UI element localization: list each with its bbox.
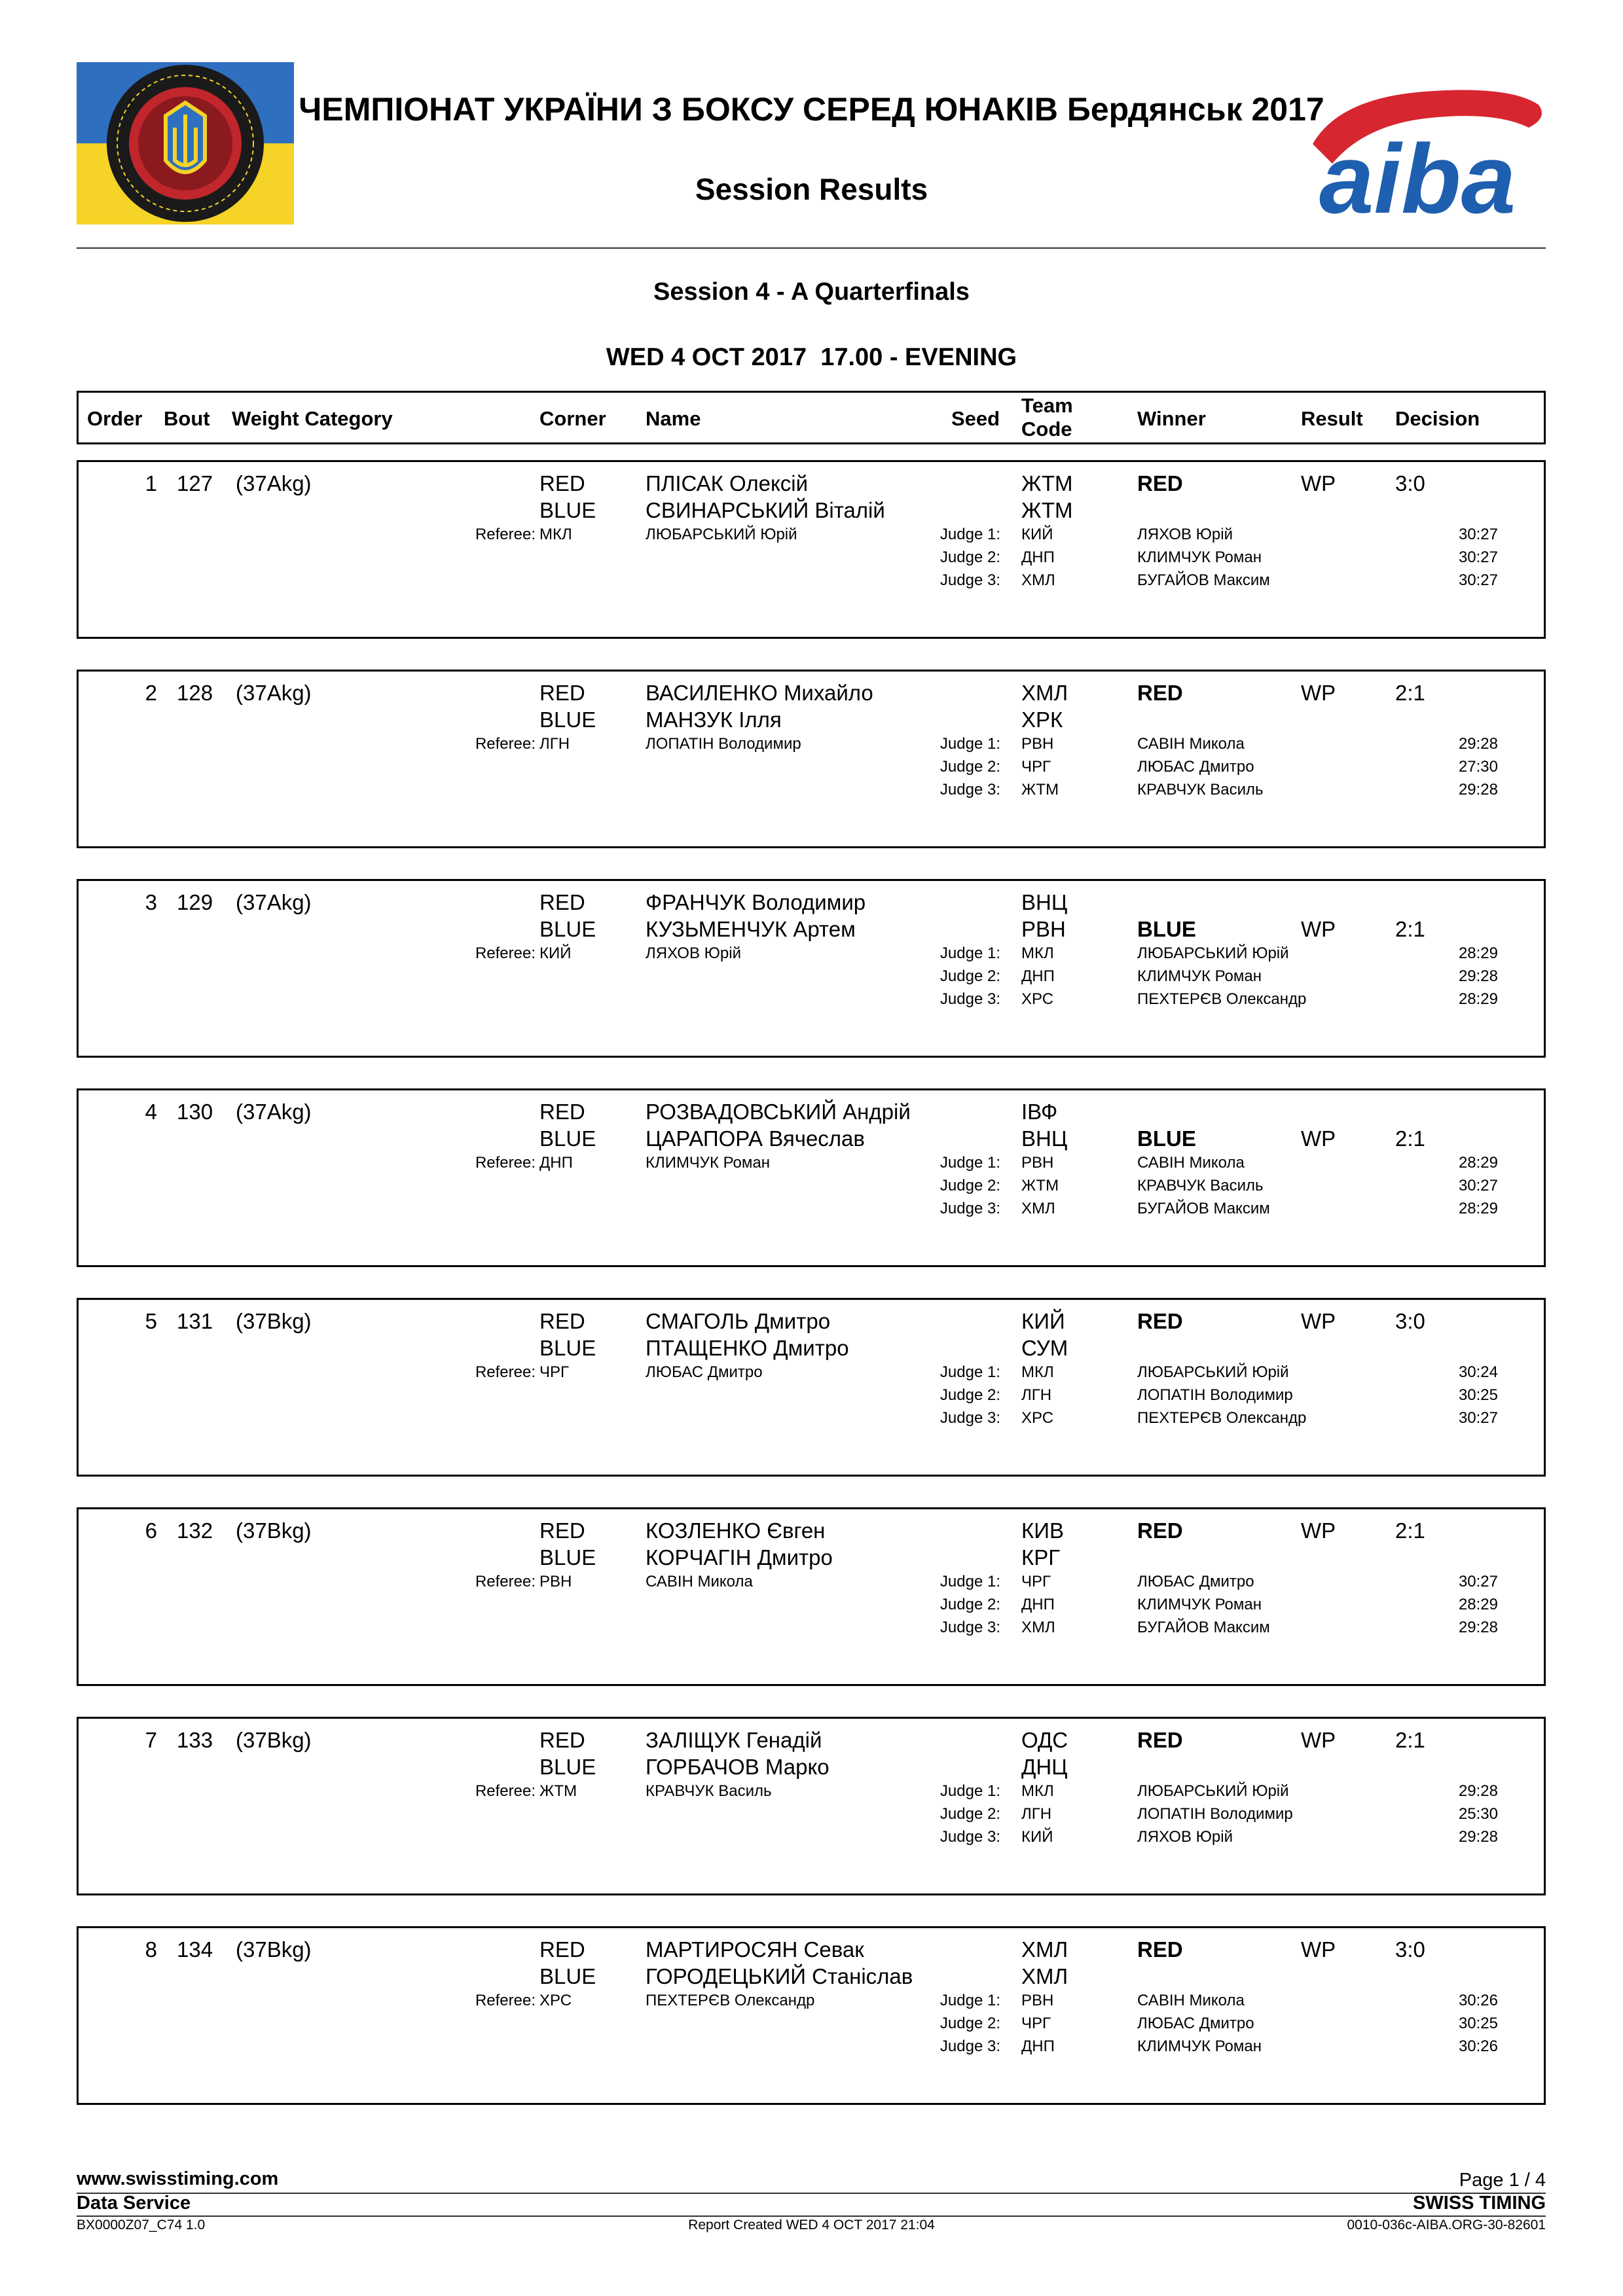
footer-brand: SWISS TIMING [1413,2193,1546,2214]
red-team-code: ВНЦ [1021,890,1068,914]
bout-number: 131 [177,1309,213,1333]
winner-corner: RED [1137,1309,1183,1333]
judge2-label: Judge 2: [939,1177,1000,1194]
footer-divider-top [77,2193,1546,2194]
judge2-team: ДНП [1021,967,1055,985]
judge3-score: 28:29 [1458,1200,1498,1217]
header-divider [77,247,1546,249]
footer-code: BX0000Z07_C74 1.0 [77,2217,206,2233]
judge3-label: Judge 3: [939,990,1000,1008]
red-team-code: ІВФ [1021,1100,1058,1124]
corner-blue-label: BLUE [539,1336,596,1360]
referee-label: Referee: [475,735,536,753]
judge1-name: ЛЯХОВ Юрій [1137,526,1233,543]
corner-red-label: RED [539,471,585,495]
judge2-score: 30:27 [1458,1177,1498,1194]
bout-block [77,879,1546,1058]
decision-score: 2:1 [1395,1728,1425,1752]
corner-red-label: RED [539,1518,585,1543]
corner-blue-label: BLUE [539,1545,596,1570]
referee-name: ЛЮБАРСЬКИЙ Юрій [646,526,797,543]
red-boxer-name: СМАГОЛЬ Дмитро [646,1309,831,1333]
corner-blue-label: BLUE [539,1964,596,1988]
bout-order: 4 [145,1100,157,1124]
referee-label: Referee: [475,1782,536,1800]
footer-divider-bottom [77,2215,1546,2217]
bout-order: 7 [145,1728,157,1752]
footer-page-number: Page 1 / 4 [1459,2170,1546,2191]
results-column-header [77,391,1546,444]
weight-category: (37Akg) [236,681,312,705]
blue-boxer-name: ГОРОДЕЦЬКИЙ Станіслав [646,1964,913,1988]
judge1-team: РВН [1021,1154,1054,1172]
footer-website: www.swisstiming.com [77,2168,279,2189]
judge3-name: БУГАЙОВ Максим [1137,1619,1270,1636]
result-type: WP [1301,917,1336,941]
judge2-label: Judge 2: [939,1386,1000,1404]
judge1-score: 30:26 [1458,1992,1498,2009]
referee-name: ЛЯХОВ Юрій [646,944,741,962]
col-order: Order [87,407,143,430]
col-team-code [1021,394,1073,441]
weight-category: (37Bkg) [236,1309,312,1333]
judge2-name: ЛОПАТІН Володимир [1137,1386,1293,1404]
blue-boxer-name: ГОРБАЧОВ Марко [646,1755,830,1779]
blue-team-code: ВНЦ [1021,1126,1068,1151]
judge2-label: Judge 2: [939,548,1000,566]
judge3-team: ЖТМ [1021,781,1059,798]
winner-corner: RED [1137,1937,1183,1962]
referee-label: Referee: [475,1573,536,1590]
bout-number: 134 [177,1937,213,1962]
judge3-name: БУГАЙОВ Максим [1137,1200,1270,1217]
judge3-label: Judge 3: [939,1200,1000,1217]
red-boxer-name: МАРТИРОСЯН Севак [646,1937,864,1962]
judge2-name: КЛИМЧУК Роман [1137,548,1262,566]
red-team-code: КИЙ [1021,1309,1065,1333]
judge2-label: Judge 2: [939,1805,1000,1823]
judge3-score: 28:29 [1458,990,1498,1008]
referee-label: Referee: [475,1992,536,2009]
referee-team: ЧРГ [539,1363,569,1381]
col-team-line2: Code [1021,418,1072,440]
referee-name: САВІН Микола [646,1573,753,1590]
bout-block [77,1717,1546,1895]
judge2-name: КЛИМЧУК Роман [1137,967,1262,985]
judge2-score: 30:25 [1458,1386,1498,1404]
page-subtitle: Session Results [695,172,928,206]
bout-number: 133 [177,1728,213,1752]
bout-block [77,670,1546,848]
weight-category: (37Bkg) [236,1937,312,1962]
red-boxer-name: КОЗЛЕНКО Євген [646,1518,826,1543]
weight-category: (37Akg) [236,1100,312,1124]
judge2-team: ЖТМ [1021,1177,1059,1194]
referee-team: ХРС [539,1992,572,2009]
referee-team: ЖТМ [539,1782,577,1800]
result-type: WP [1301,681,1336,705]
judge3-team: ХМЛ [1021,1200,1055,1217]
footer-doc-id: 0010-036c-AIBA.ORG-30-82601 [1347,2217,1546,2233]
judge1-name: САВІН Микола [1137,1992,1245,2009]
judge1-team: МКЛ [1021,1782,1054,1800]
judge2-score: 29:28 [1458,967,1498,985]
decision-score: 3:0 [1395,1937,1425,1962]
bout-order: 6 [145,1518,157,1543]
winner-corner: RED [1137,1518,1183,1543]
corner-red-label: RED [539,1937,585,1962]
blue-team-code: КРГ [1021,1545,1061,1570]
judge3-score: 30:27 [1458,571,1498,589]
col-team-line1: Team [1021,394,1073,417]
blue-boxer-name: ЦАРАПОРА Вячеслав [646,1126,865,1151]
referee-label: Referee: [475,1154,536,1172]
bout-number: 128 [177,681,213,705]
bout-block [77,1507,1546,1686]
blue-team-code: ХРК [1021,708,1063,732]
judge1-label: Judge 1: [939,1363,1000,1381]
corner-red-label: RED [539,890,585,914]
judge1-label: Judge 1: [939,526,1000,543]
bout-order: 3 [145,890,157,914]
red-team-code: ОДС [1021,1728,1068,1752]
red-boxer-name: ФРАНЧУК Володимир [646,890,866,914]
bout-order: 2 [145,681,157,705]
col-result: Result [1301,407,1363,430]
corner-red-label: RED [539,681,585,705]
judge1-name: САВІН Микола [1137,735,1245,753]
judge2-team: ЛГН [1021,1805,1052,1823]
red-team-code: ХМЛ [1021,1937,1068,1962]
judge1-name: ЛЮБАРСЬКИЙ Юрій [1137,1363,1289,1381]
bout-block [77,1298,1546,1477]
judge1-name: ЛЮБАРСЬКИЙ Юрій [1137,944,1289,962]
result-type: WP [1301,1728,1336,1752]
col-corner: Corner [539,407,606,430]
judge3-label: Judge 3: [939,1409,1000,1427]
red-team-code: ЖТМ [1021,471,1073,495]
judge3-score: 30:26 [1458,2037,1498,2055]
referee-label: Referee: [475,944,536,962]
corner-blue-label: BLUE [539,498,596,522]
corner-blue-label: BLUE [539,1126,596,1151]
decision-score: 2:1 [1395,917,1425,941]
judge3-name: БУГАЙОВ Максим [1137,571,1270,589]
result-type: WP [1301,1937,1336,1962]
winner-corner: RED [1137,681,1183,705]
judge3-team: ХРС [1021,1409,1054,1427]
judge3-label: Judge 3: [939,781,1000,798]
judge2-label: Judge 2: [939,967,1000,985]
footer-report-created: Report Created WED 4 OCT 2017 21:04 [688,2217,935,2233]
corner-red-label: RED [539,1309,585,1333]
judge3-score: 29:28 [1458,781,1498,798]
bout-block [77,1088,1546,1267]
decision-score: 3:0 [1395,471,1425,495]
judge3-team: ДНП [1021,2037,1055,2055]
red-boxer-name: РОЗВАДОВСЬКИЙ Андрій [646,1100,911,1124]
judge2-label: Judge 2: [939,1596,1000,1613]
judge1-label: Judge 1: [939,1992,1000,2009]
footer-service: Data Service [77,2193,191,2214]
corner-red-label: RED [539,1100,585,1124]
referee-label: Referee: [475,1363,536,1381]
corner-blue-label: BLUE [539,708,596,732]
winner-corner: RED [1137,471,1183,495]
col-name: Name [646,407,701,430]
judge2-label: Judge 2: [939,2015,1000,2032]
judge3-score: 29:28 [1458,1619,1498,1636]
blue-team-code: ДНЦ [1021,1755,1068,1779]
judge1-score: 28:29 [1458,1154,1498,1172]
judge3-team: ХРС [1021,990,1054,1008]
judge1-team: РВН [1021,735,1054,753]
referee-team: ДНП [539,1154,573,1172]
col-decision: Decision [1395,407,1480,430]
bout-number: 127 [177,471,213,495]
judge2-name: КЛИМЧУК Роман [1137,1596,1262,1613]
judge2-score: 30:25 [1458,2015,1498,2032]
bout-block [77,460,1546,639]
session-name: Session 4 - A Quarterfinals [653,278,970,306]
blue-boxer-name: КУЗЬМЕНЧУК Артем [646,917,856,941]
bout-number: 129 [177,890,213,914]
judge3-score: 30:27 [1458,1409,1498,1427]
judge2-team: ЛГН [1021,1386,1052,1404]
judge3-name: ПЕХТЕРЄВ Олександр [1137,990,1307,1008]
judge1-score: 30:24 [1458,1363,1498,1381]
judge1-score: 28:29 [1458,944,1498,962]
corner-red-label: RED [539,1728,585,1752]
judge3-team: ХМЛ [1021,1619,1055,1636]
bout-order: 5 [145,1309,157,1333]
col-bout: Bout [164,407,210,430]
referee-label: Referee: [475,526,536,543]
bout-order: 8 [145,1937,157,1962]
judge1-score: 29:28 [1458,1782,1498,1800]
judge3-name: ПЕХТЕРЄВ Олександр [1137,1409,1307,1427]
judge1-score: 29:28 [1458,735,1498,753]
judge2-name: КРАВЧУК Василь [1137,1177,1264,1194]
bout-number: 132 [177,1518,213,1543]
blue-team-code: РВН [1021,917,1066,941]
judge3-team: ХМЛ [1021,571,1055,589]
bout-number: 130 [177,1100,213,1124]
red-team-code: ХМЛ [1021,681,1068,705]
judge1-name: ЛЮБАС Дмитро [1137,1573,1254,1590]
judge3-label: Judge 3: [939,1828,1000,1846]
judge1-name: САВІН Микола [1137,1154,1245,1172]
referee-team: МКЛ [539,526,572,543]
judge2-score: 28:29 [1458,1596,1498,1613]
blue-boxer-name: ПТАЩЕНКО Дмитро [646,1336,849,1360]
judge1-name: ЛЮБАРСЬКИЙ Юрій [1137,1782,1289,1800]
svg-text:aiba: aiba [1319,124,1516,219]
referee-team: РВН [539,1573,572,1590]
judge2-score: 27:30 [1458,758,1498,776]
col-seed: Seed [951,407,1000,430]
blue-boxer-name: СВИНАРСЬКИЙ Віталій [646,498,885,522]
result-type: WP [1301,1309,1336,1333]
col-winner: Winner [1137,407,1206,430]
weight-category: (37Bkg) [236,1728,312,1752]
judge2-team: ДНП [1021,548,1055,566]
referee-name: ЛЮБАС Дмитро [646,1363,763,1381]
judge2-name: ЛЮБАС Дмитро [1137,758,1254,776]
bout-block [77,1926,1546,2105]
judge1-label: Judge 1: [939,944,1000,962]
judge2-name: ЛЮБАС Дмитро [1137,2015,1254,2032]
judge3-name: КРАВЧУК Василь [1137,781,1264,798]
weight-category: (37Akg) [236,471,312,495]
bout-order: 1 [145,471,157,495]
referee-team: ЛГН [539,735,570,753]
judge1-team: КИЙ [1021,526,1053,543]
red-boxer-name: ПЛІСАК Олексій [646,471,809,495]
result-type: WP [1301,1518,1336,1543]
judge3-name: КЛИМЧУК Роман [1137,2037,1262,2055]
judge1-score: 30:27 [1458,526,1498,543]
blue-team-code: ЖТМ [1021,498,1073,522]
championship-title: ЧЕМПІОНАТ УКРАЇНИ З БОКСУ СЕРЕД ЮНАКІВ Бердянськ 2017 [299,91,1324,128]
decision-score: 3:0 [1395,1309,1425,1333]
judge1-score: 30:27 [1458,1573,1498,1590]
judge3-name: ЛЯХОВ Юрій [1137,1828,1233,1846]
corner-blue-label: BLUE [539,917,596,941]
decision-score: 2:1 [1395,681,1425,705]
blue-boxer-name: МАНЗУК Ілля [646,708,782,732]
red-boxer-name: ВАСИЛЕНКО Михайло [646,681,873,705]
referee-team: КИЙ [539,944,572,962]
decision-score: 2:1 [1395,1518,1425,1543]
judge3-team: КИЙ [1021,1828,1053,1846]
col-weight: Weight Category [232,407,393,430]
judge3-label: Judge 3: [939,2037,1000,2055]
judge1-team: ЧРГ [1021,1573,1051,1590]
winner-corner: RED [1137,1728,1183,1752]
corner-blue-label: BLUE [539,1755,596,1779]
weight-category: (37Akg) [236,890,312,914]
judge3-label: Judge 3: [939,571,1000,589]
judge2-team: ЧРГ [1021,2015,1051,2032]
judge1-label: Judge 1: [939,735,1000,753]
decision-score: 2:1 [1395,1126,1425,1151]
judge2-score: 30:27 [1458,548,1498,566]
judge2-score: 25:30 [1458,1805,1498,1823]
judge3-score: 29:28 [1458,1828,1498,1846]
judge2-label: Judge 2: [939,758,1000,776]
judge1-label: Judge 1: [939,1154,1000,1172]
referee-name: КРАВЧУК Василь [646,1782,772,1800]
winner-corner: BLUE [1137,1126,1196,1151]
judge1-team: РВН [1021,1992,1054,2009]
judge1-label: Judge 1: [939,1573,1000,1590]
judge1-team: МКЛ [1021,1363,1054,1381]
referee-name: КЛИМЧУК Роман [646,1154,770,1172]
red-team-code: КИВ [1021,1518,1064,1543]
blue-boxer-name: КОРЧАГІН Дмитро [646,1545,833,1570]
blue-team-code: ХМЛ [1021,1964,1068,1988]
judge2-name: ЛОПАТІН Володимир [1137,1805,1293,1823]
judge2-team: ЧРГ [1021,758,1051,776]
referee-name: ЛОПАТІН Володимир [646,735,801,753]
red-boxer-name: ЗАЛІЩУК Генадій [646,1728,822,1752]
result-type: WP [1301,1126,1336,1151]
blue-team-code: СУМ [1021,1336,1068,1360]
judge2-team: ДНП [1021,1596,1055,1613]
session-date: WED 4 OCT 2017 17.00 - EVENING [606,344,1017,371]
judge1-team: МКЛ [1021,944,1054,962]
result-type: WP [1301,471,1336,495]
weight-category: (37Bkg) [236,1518,312,1543]
judge1-label: Judge 1: [939,1782,1000,1800]
winner-corner: BLUE [1137,917,1196,941]
referee-name: ПЕХТЕРЄВ Олександр [646,1992,815,2009]
judge3-label: Judge 3: [939,1619,1000,1636]
